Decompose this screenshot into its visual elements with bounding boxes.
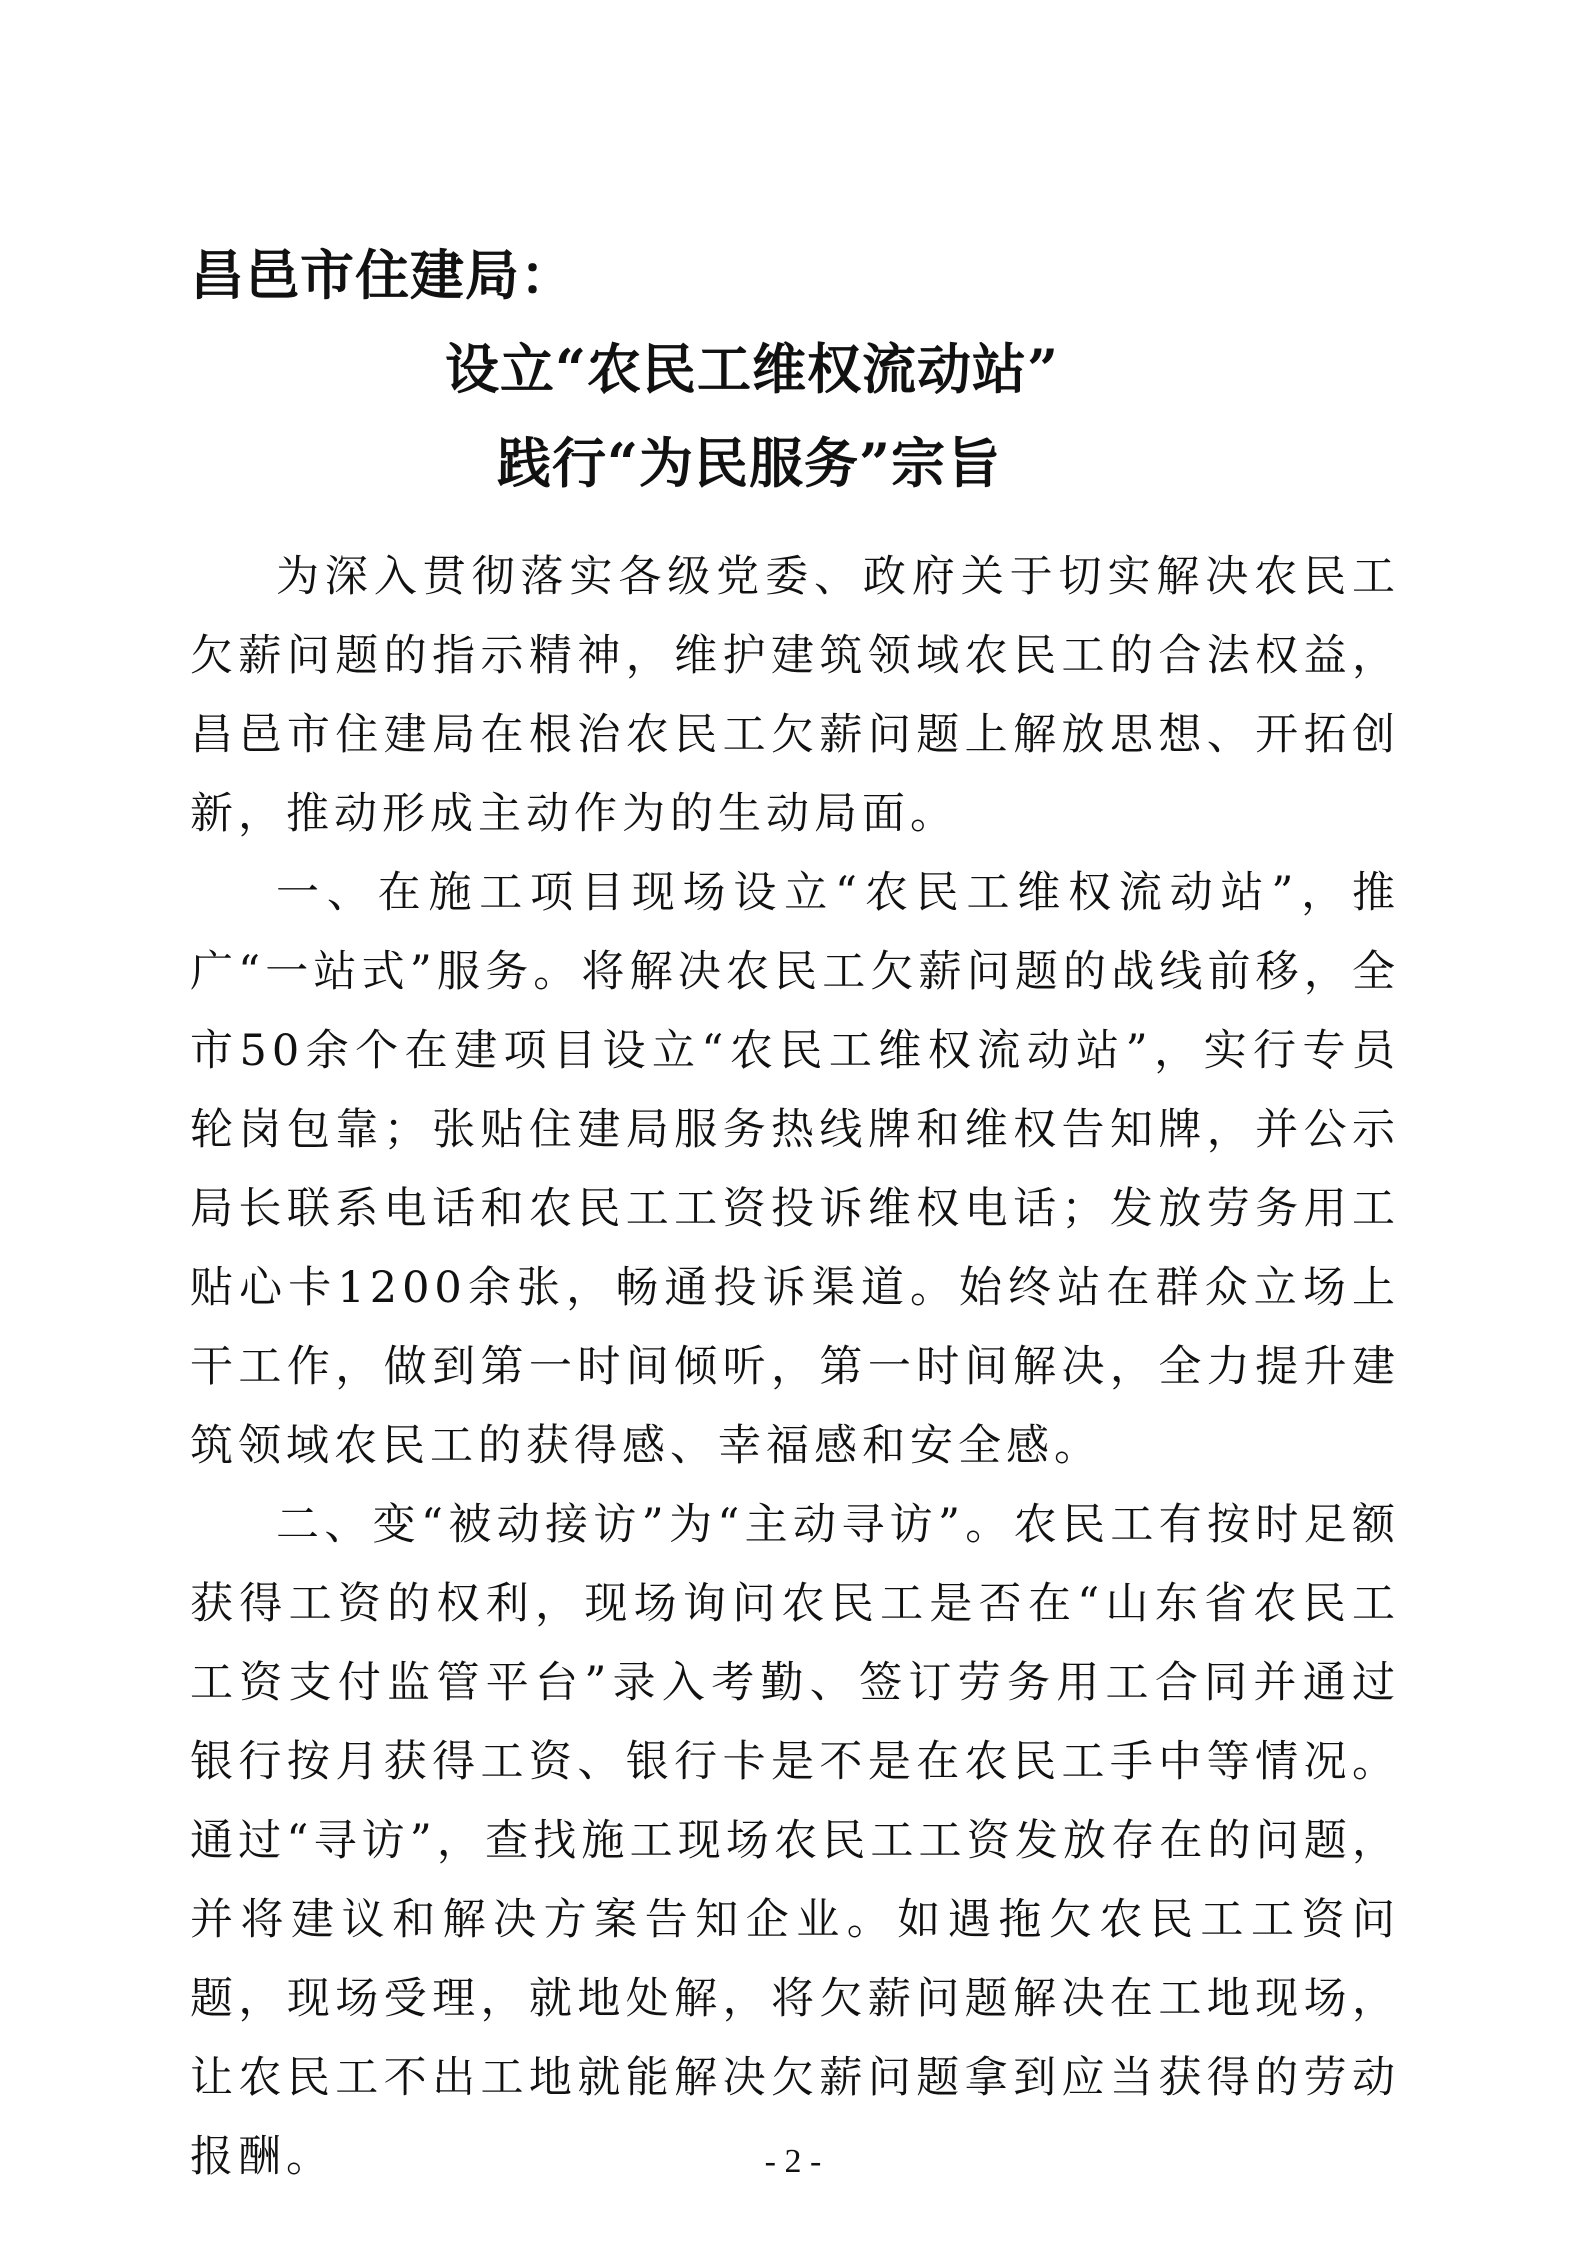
title-line-3: 践行“为民服务”宗旨 [497,431,1002,495]
paragraph-section-2: 二、变“被动接访”为“主动寻访”。农民工有按时足额获得工资的权利，现场询问农民工是否在“山东省农民工工资支付监管平台”录入考勤、签订劳务用工合同并通过银行按月获得工资、银行卡是不是在农民工手中等情况。通过“寻访”，查找施工现场农民工工资发放存在的问题，并将建议和解决方案告知企业。如遇拖欠农民工工资问题，现场受理，就地处解，将欠薪问题解决在工地现场，让农民工不出工地就能解决欠薪问题拿到应当获得的劳动报酬。 [190,1500,1400,2182]
title-line-1: 昌邑市住建局： [190,243,575,307]
paragraph-intro: 为深入贯彻落实各级党委、政府关于切实解决农民工欠薪问题的指示精神，维护建筑领域农民工的合法权益，昌邑市住建局在根治农民工欠薪问题上解放思想、开拓创新，推动形成主动作为的生动局面。 [190,552,1400,839]
title-line-2: 设立“农民工维权流动站” [445,337,1060,401]
paragraph-section-1: 一、在施工项目现场设立“农民工维权流动站”，推广“一站式”服务。将解决农民工欠薪问题的战线前移，全市50余个在建项目设立“农民工维权流动站”，实行专员轮岗包靠；张贴住建局服务热线牌和维权告知牌，并公示局长联系电话和农民工工资投诉维权电话；发放劳务用工贴心卡1200余张，畅通投诉渠道。始终站在群众立场上干工作，做到第一时间倾听，第一时间解决，全力提升建筑领域农民工的获得感、幸福感和安全感。 [190,868,1400,1471]
document-body [190,538,1400,2197]
document-title [190,228,1400,510]
page-number: - 2 - [764,2143,822,2180]
